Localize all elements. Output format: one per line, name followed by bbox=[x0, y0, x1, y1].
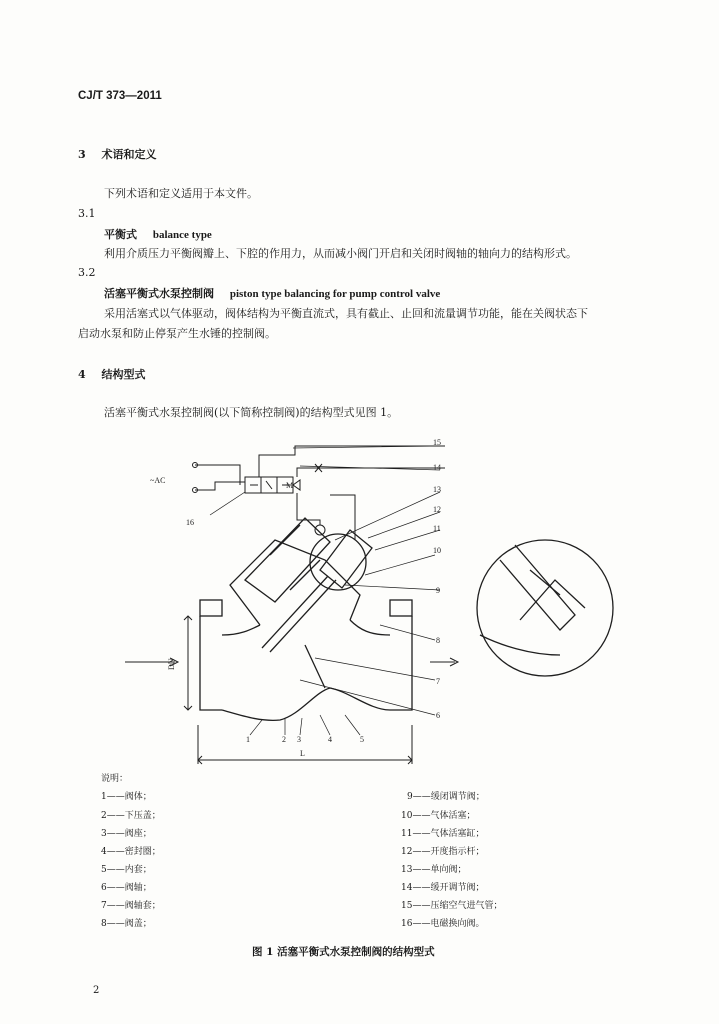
section-3-heading bbox=[78, 146, 157, 162]
callout-2: 2 bbox=[282, 735, 286, 744]
ac-label: ~AC bbox=[150, 476, 166, 485]
section-4-intro: 活塞平衡式水泵控制阀(以下简称控制阀)的结构型式见图 1。 bbox=[104, 406, 399, 419]
callout-8: 8 bbox=[436, 636, 440, 645]
term-3-2-definition-line2: 启动水泵和防止停泵产生水锤的控制阀。 bbox=[78, 327, 276, 340]
legend-item-13: 13——单向阀； bbox=[401, 865, 467, 875]
legend-item-4: 4——密封圈； bbox=[101, 847, 161, 857]
valve-structure-drawing bbox=[0, 430, 719, 770]
legend-item-2: 2——下压盖； bbox=[101, 811, 161, 821]
legend-item-10: 10——气体活塞； bbox=[401, 811, 476, 821]
term-3-2-zh: 活塞平衡式水泵控制阀 bbox=[104, 287, 214, 300]
term-3-2-definition-line1: 采用活塞式以气体驱动，阀体结构为平衡直流式，具有截止、止回和流量调节功能，能在关阀状态下 bbox=[104, 307, 588, 320]
section-3-number: 3 bbox=[78, 148, 86, 161]
term-3-2-number: 3.2 bbox=[78, 266, 96, 279]
control-circuit bbox=[193, 446, 446, 540]
section-4-heading bbox=[78, 366, 146, 382]
figure-caption: 图 1 活塞平衡式水泵控制阀的结构型式 bbox=[252, 946, 435, 958]
callout-7: 7 bbox=[436, 677, 440, 686]
term-3-1-zh: 平衡式 bbox=[104, 228, 137, 241]
section-3-intro: 下列术语和定义适用于本文件。 bbox=[104, 187, 258, 200]
section-4-number: 4 bbox=[78, 368, 86, 381]
legend-item-8: 8——阀盖； bbox=[101, 919, 152, 929]
legend-item-1: 1——阀体； bbox=[101, 792, 152, 802]
term-3-1-name bbox=[104, 226, 212, 242]
legend-item-6: 6——阀轴； bbox=[101, 883, 152, 893]
term-3-2-en: piston type balancing for pump control valve bbox=[229, 288, 441, 300]
legend-item-11: 11——气体活塞缸； bbox=[401, 829, 485, 839]
term-3-1-en: balance type bbox=[152, 229, 212, 241]
callout-5: 5 bbox=[360, 735, 364, 744]
callout-4: 4 bbox=[328, 735, 332, 744]
section-4-title: 结构型式 bbox=[101, 368, 146, 381]
callout-13: 13 bbox=[433, 485, 441, 494]
legend-item-15: 15——压缩空气进气管； bbox=[401, 901, 503, 911]
l-label: L bbox=[300, 749, 305, 758]
legend-item-7: 7——阀轴套； bbox=[101, 901, 161, 911]
term-3-1-definition: 利用介质压力平衡阀瓣上、下腔的作用力，从而减小阀门开启和关闭时阀轴的轴向力的结构形式。 bbox=[104, 247, 577, 260]
callout-9: 9 bbox=[436, 586, 440, 595]
term-3-2-name bbox=[104, 285, 440, 301]
legend-item-16: 16——电磁换向阀。 bbox=[401, 919, 485, 929]
callout-1: 1 bbox=[246, 735, 250, 744]
dn-label: DN bbox=[167, 658, 176, 670]
legend-item-14: 14——缓开调节阀； bbox=[401, 883, 485, 893]
callout-15: 15 bbox=[433, 438, 441, 447]
term-3-1-number: 3.1 bbox=[78, 207, 96, 220]
callout-3: 3 bbox=[297, 735, 301, 744]
legend-item-12: 12——开度指示杆； bbox=[401, 847, 485, 857]
section-3-title: 术语和定义 bbox=[101, 148, 157, 161]
motor-label: M bbox=[286, 481, 294, 490]
standard-code: CJ/T 373—2011 bbox=[78, 90, 162, 102]
callout-6: 6 bbox=[436, 711, 440, 720]
callout-10: 10 bbox=[433, 546, 441, 555]
callout-14: 14 bbox=[433, 463, 441, 472]
legend-title: 说明： bbox=[101, 774, 129, 784]
legend-item-5: 5——内套； bbox=[101, 865, 152, 875]
callout-11: 11 bbox=[433, 524, 441, 533]
detail-view bbox=[477, 540, 613, 676]
dimension-lines bbox=[125, 616, 458, 764]
legend-item-9: 9——缓闭调节阀； bbox=[407, 792, 485, 802]
callout-16: 16 bbox=[186, 518, 194, 527]
page-number: 2 bbox=[93, 985, 100, 996]
legend-item-3: 3——阀座； bbox=[101, 829, 152, 839]
callout-12: 12 bbox=[433, 505, 441, 514]
